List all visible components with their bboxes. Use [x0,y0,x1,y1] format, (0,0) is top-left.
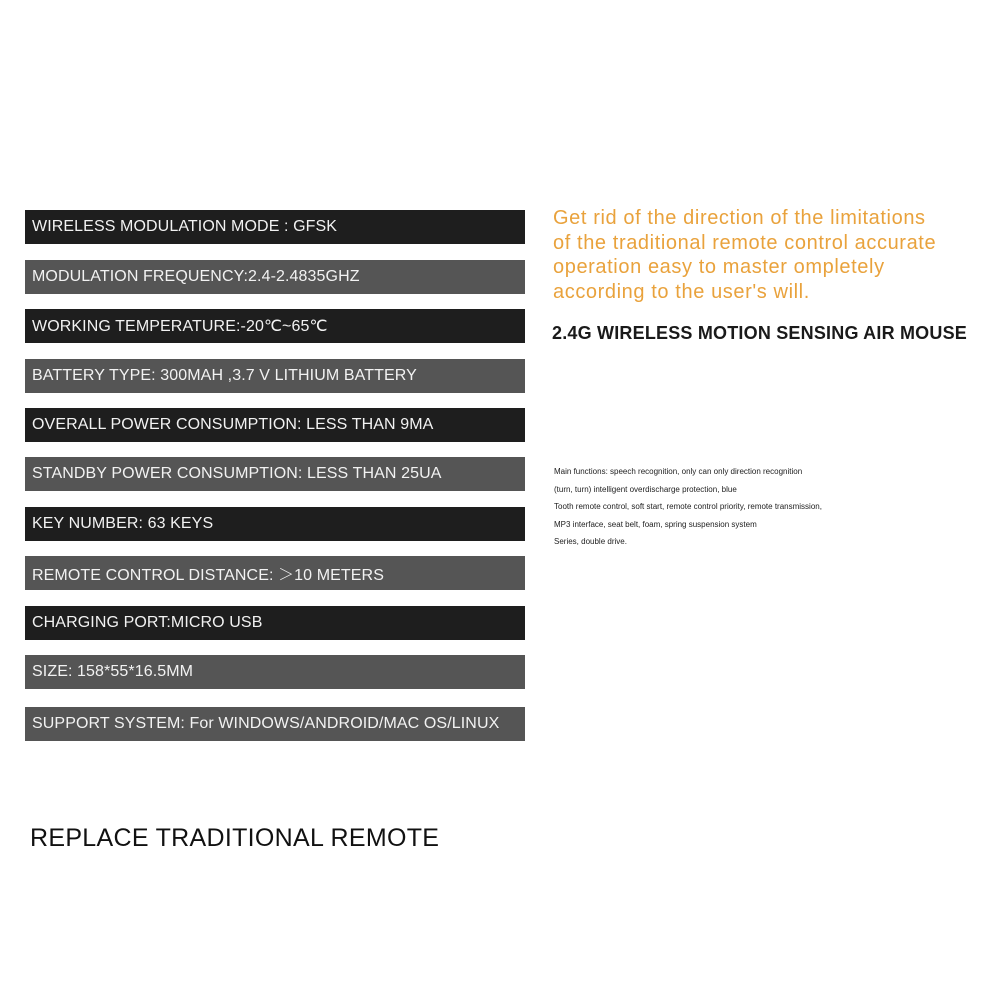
product-title: 2.4G WIRELESS MOTION SENSING AIR MOUSE [552,323,967,343]
spec-row-size [25,655,525,689]
spec-label: WIRELESS MODULATION MODE : GFSK [32,218,338,235]
spec-row-remote-distance [25,556,525,590]
main-functions-text [554,463,974,551]
spec-row-standby-power [25,457,525,491]
functions-line: Main functions: speech recognition, only can only direction recognition [554,467,803,476]
spec-label: SUPPORT SYSTEM: For WINDOWS/ANDROID/MAC OS/LINUX [32,715,500,732]
spec-label: CHARGING PORT:MICRO USB [32,614,263,631]
spec-row-charging-port [25,606,525,640]
spec-row-modulation-frequency [25,260,525,294]
spec-row-working-temperature [25,309,525,343]
spec-label: MODULATION FREQUENCY:2.4-2.4835GHZ [32,268,360,285]
spec-row-modulation-mode [25,210,525,244]
spec-row-key-number [25,507,525,541]
spec-label: WORKING TEMPERATURE:-20℃~65℃ [32,318,328,335]
spec-row-support-system [25,707,525,741]
tagline-line: of the traditional remote control accurate [553,231,937,254]
spec-row-overall-power [25,408,525,442]
functions-line: Series, double drive. [554,537,627,547]
spec-row-battery-type [25,359,525,393]
functions-line: Tooth remote control, soft start, remote control priority, remote transmission, [554,502,822,512]
tagline-line: operation easy to master ompletely [553,256,885,278]
spec-label: BATTERY TYPE: 300MAH ,3.7 V LITHIUM BATTERY [32,367,417,384]
spec-label: STANDBY POWER CONSUMPTION: LESS THAN 25UA [32,465,442,482]
spec-label: KEY NUMBER: 63 KEYS [32,515,214,532]
spec-label: OVERALL POWER CONSUMPTION: LESS THAN 9MA [32,416,434,433]
spec-label: SIZE: 158*55*16.5MM [32,663,194,680]
spec-label: REMOTE CONTROL DISTANCE: ＞10 METERS [32,566,384,584]
functions-line: (turn, turn) intelligent overdischarge protection, blue [554,484,737,494]
footer-heading: REPLACE TRADITIONAL REMOTE [30,824,440,852]
functions-line: MP3 interface, seat belt, foam, spring suspension system [554,519,757,529]
tagline [553,206,993,304]
tagline-line: Get rid of the direction of the limitations [553,207,926,229]
tagline-line: according to the user's will. [553,280,810,303]
